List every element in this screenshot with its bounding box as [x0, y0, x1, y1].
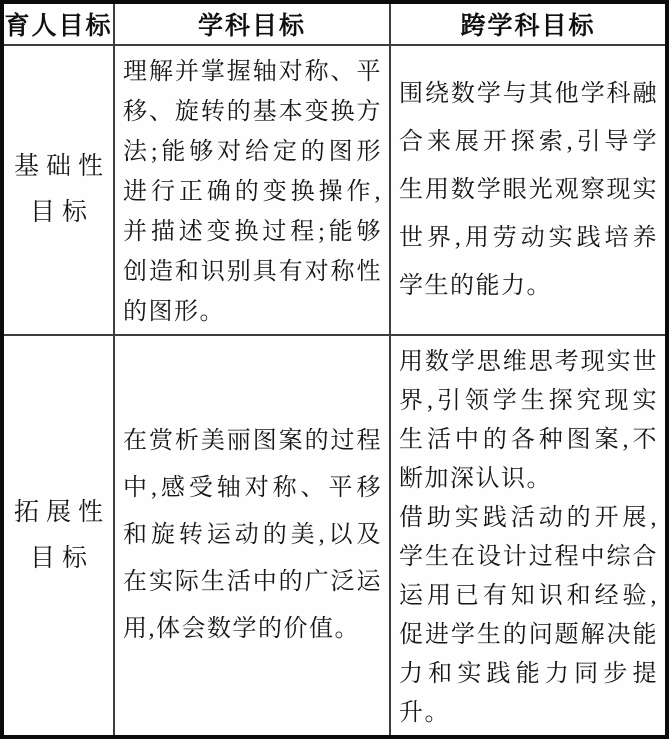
table-header-row	[2, 2, 667, 45]
cell-basic-goal-type	[2, 45, 114, 335]
header-subject-goal: 学科目标	[114, 2, 390, 45]
goal-type-line-1: 基础性	[13, 153, 110, 180]
cell-basic-cross-goal	[390, 45, 667, 335]
header-cross-subject-goal: 跨学科目标	[390, 2, 667, 45]
goal-type-line-2: 目标	[29, 199, 94, 226]
header-education-goal: 育人目标	[2, 2, 114, 45]
cell-extended-goal-type	[2, 335, 114, 737]
goal-type-line-2: 目标	[29, 544, 94, 572]
extended-subject-goal-text: 在赏析美丽图案的过程中,感受轴对称、平移和旋转运动的美,以及在实际生活中的广泛运用,体会数学的价值。	[123, 428, 382, 642]
basic-subject-goal-text: 理解并掌握轴对称、平移、旋转的基本变换方法;能够对给定的图形进行正确的变换操作,并描述变换过程;能够创造和识别具有对称性的图形。	[123, 59, 382, 325]
goal-type-line-1: 拓展性	[13, 498, 110, 526]
cell-basic-subject-goal	[114, 45, 390, 335]
table-row-basic-goal	[2, 45, 667, 335]
basic-cross-goal-text: 围绕数学与其他学科融合来展开探索,引导学生用数学眼光观察现实世界,用劳动实践培养学生的能力。	[399, 81, 658, 299]
extended-cross-goal-paragraph-1: 用数学思维思考现实世界,引领学生探究现实生活中的各种图案,不断加深认识。	[399, 349, 658, 492]
cell-extended-subject-goal	[114, 335, 390, 737]
extended-cross-goal-paragraph-2: 借助实践活动的开展,学生在设计过程中综合运用已有知识和经验,促进学生的问题解决能力和实践能力同步提升。	[399, 505, 658, 726]
cell-extended-cross-goal	[390, 335, 667, 737]
table-row-extended-goal	[2, 335, 667, 737]
